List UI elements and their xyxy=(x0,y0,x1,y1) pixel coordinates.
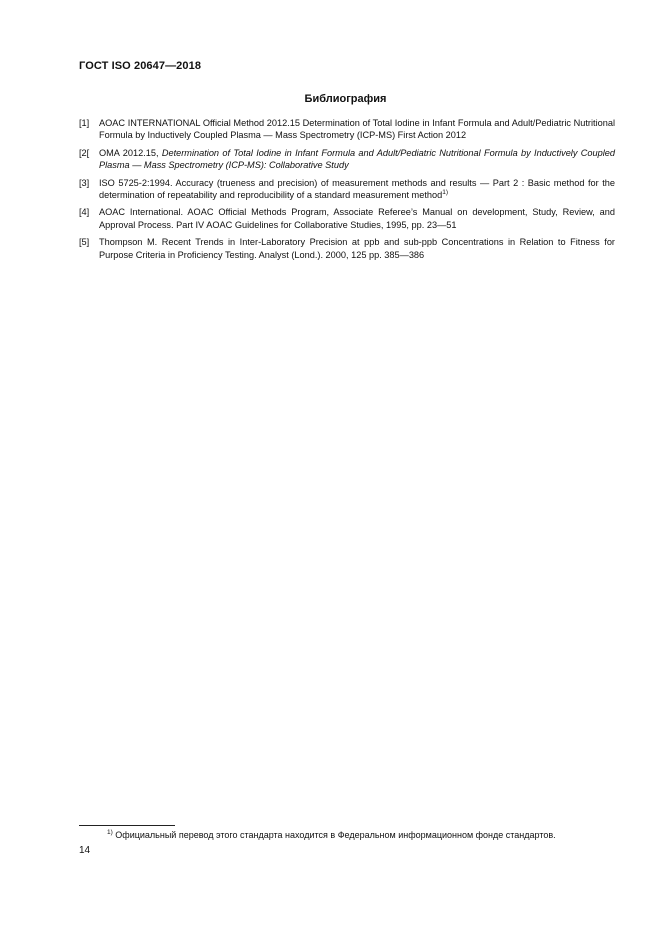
bibliography-item-4 xyxy=(79,206,615,231)
bibliography-item-1 xyxy=(79,117,615,142)
footnote-text: Официальный перевод этого стандарта находится в Федеральном информационном фонде стандартов. xyxy=(115,830,556,840)
footnote-divider xyxy=(79,825,175,826)
reference-text-italic: Determination of Total Iodine in Infant Formula and Adult/Pediatric Nutritional Formula by Inductively Coupled Plasma — Mass Spectrometry (ICP-MS): Collaborative Study xyxy=(99,147,615,171)
footnote-reference-marker: 1) xyxy=(442,189,448,197)
reference-text xyxy=(99,177,615,202)
reference-text: AOAC INTERNATIONAL Official Method 2012.15 Determination of Total Iodine in Infant Formula and Adult/Pediatric Nutritional Formula by Inductively Coupled Plasma — Mass Spectrometry (ICP-MS) First Action 2012 xyxy=(99,118,615,141)
page-number: 14 xyxy=(79,845,91,856)
document-header: ГОСТ ISO 20647—2018 xyxy=(79,60,202,72)
bibliography-item-3 xyxy=(79,177,615,202)
reference-number: [1] xyxy=(79,118,90,128)
footnote-marker: 1) xyxy=(107,829,113,836)
reference-number: [2[ xyxy=(79,147,90,158)
reference-text: AOAC International. AOAC Official Methods Program, Associate Referee’s Manual on development, Study, Review, and Approval Process. Part IV AOAC Guidelines for Collaborative Studies, 1995, pp. 23—51 xyxy=(99,207,615,230)
reference-text-body: ISO 5725-2:1994. Accuracy (trueness and precision) of measurement methods and results — Part 2 : Basic method for the determination of repeatability and reproducibility of a standard measurement method xyxy=(99,177,615,201)
bibliography-item-5 xyxy=(79,236,615,261)
section-title: Библиография xyxy=(304,93,387,105)
reference-number: [4] xyxy=(79,207,90,218)
bibliography-list xyxy=(79,117,615,266)
reference-text xyxy=(99,147,615,172)
reference-text: Thompson M. Recent Trends in Inter-Laboratory Precision at ppb and sub-ppb Concentrations in Relation to Fitness for Purpose Criteria in Proficiency Testing. Analyst (Lond.). 2000, 125 pp. 385—386 xyxy=(99,237,615,260)
bibliography-item-2 xyxy=(79,147,615,172)
reference-number: [3] xyxy=(79,177,90,188)
reference-number: [5] xyxy=(79,237,90,248)
footnote xyxy=(107,829,556,841)
reference-text-plain: OMA 2012.15, xyxy=(99,147,162,158)
